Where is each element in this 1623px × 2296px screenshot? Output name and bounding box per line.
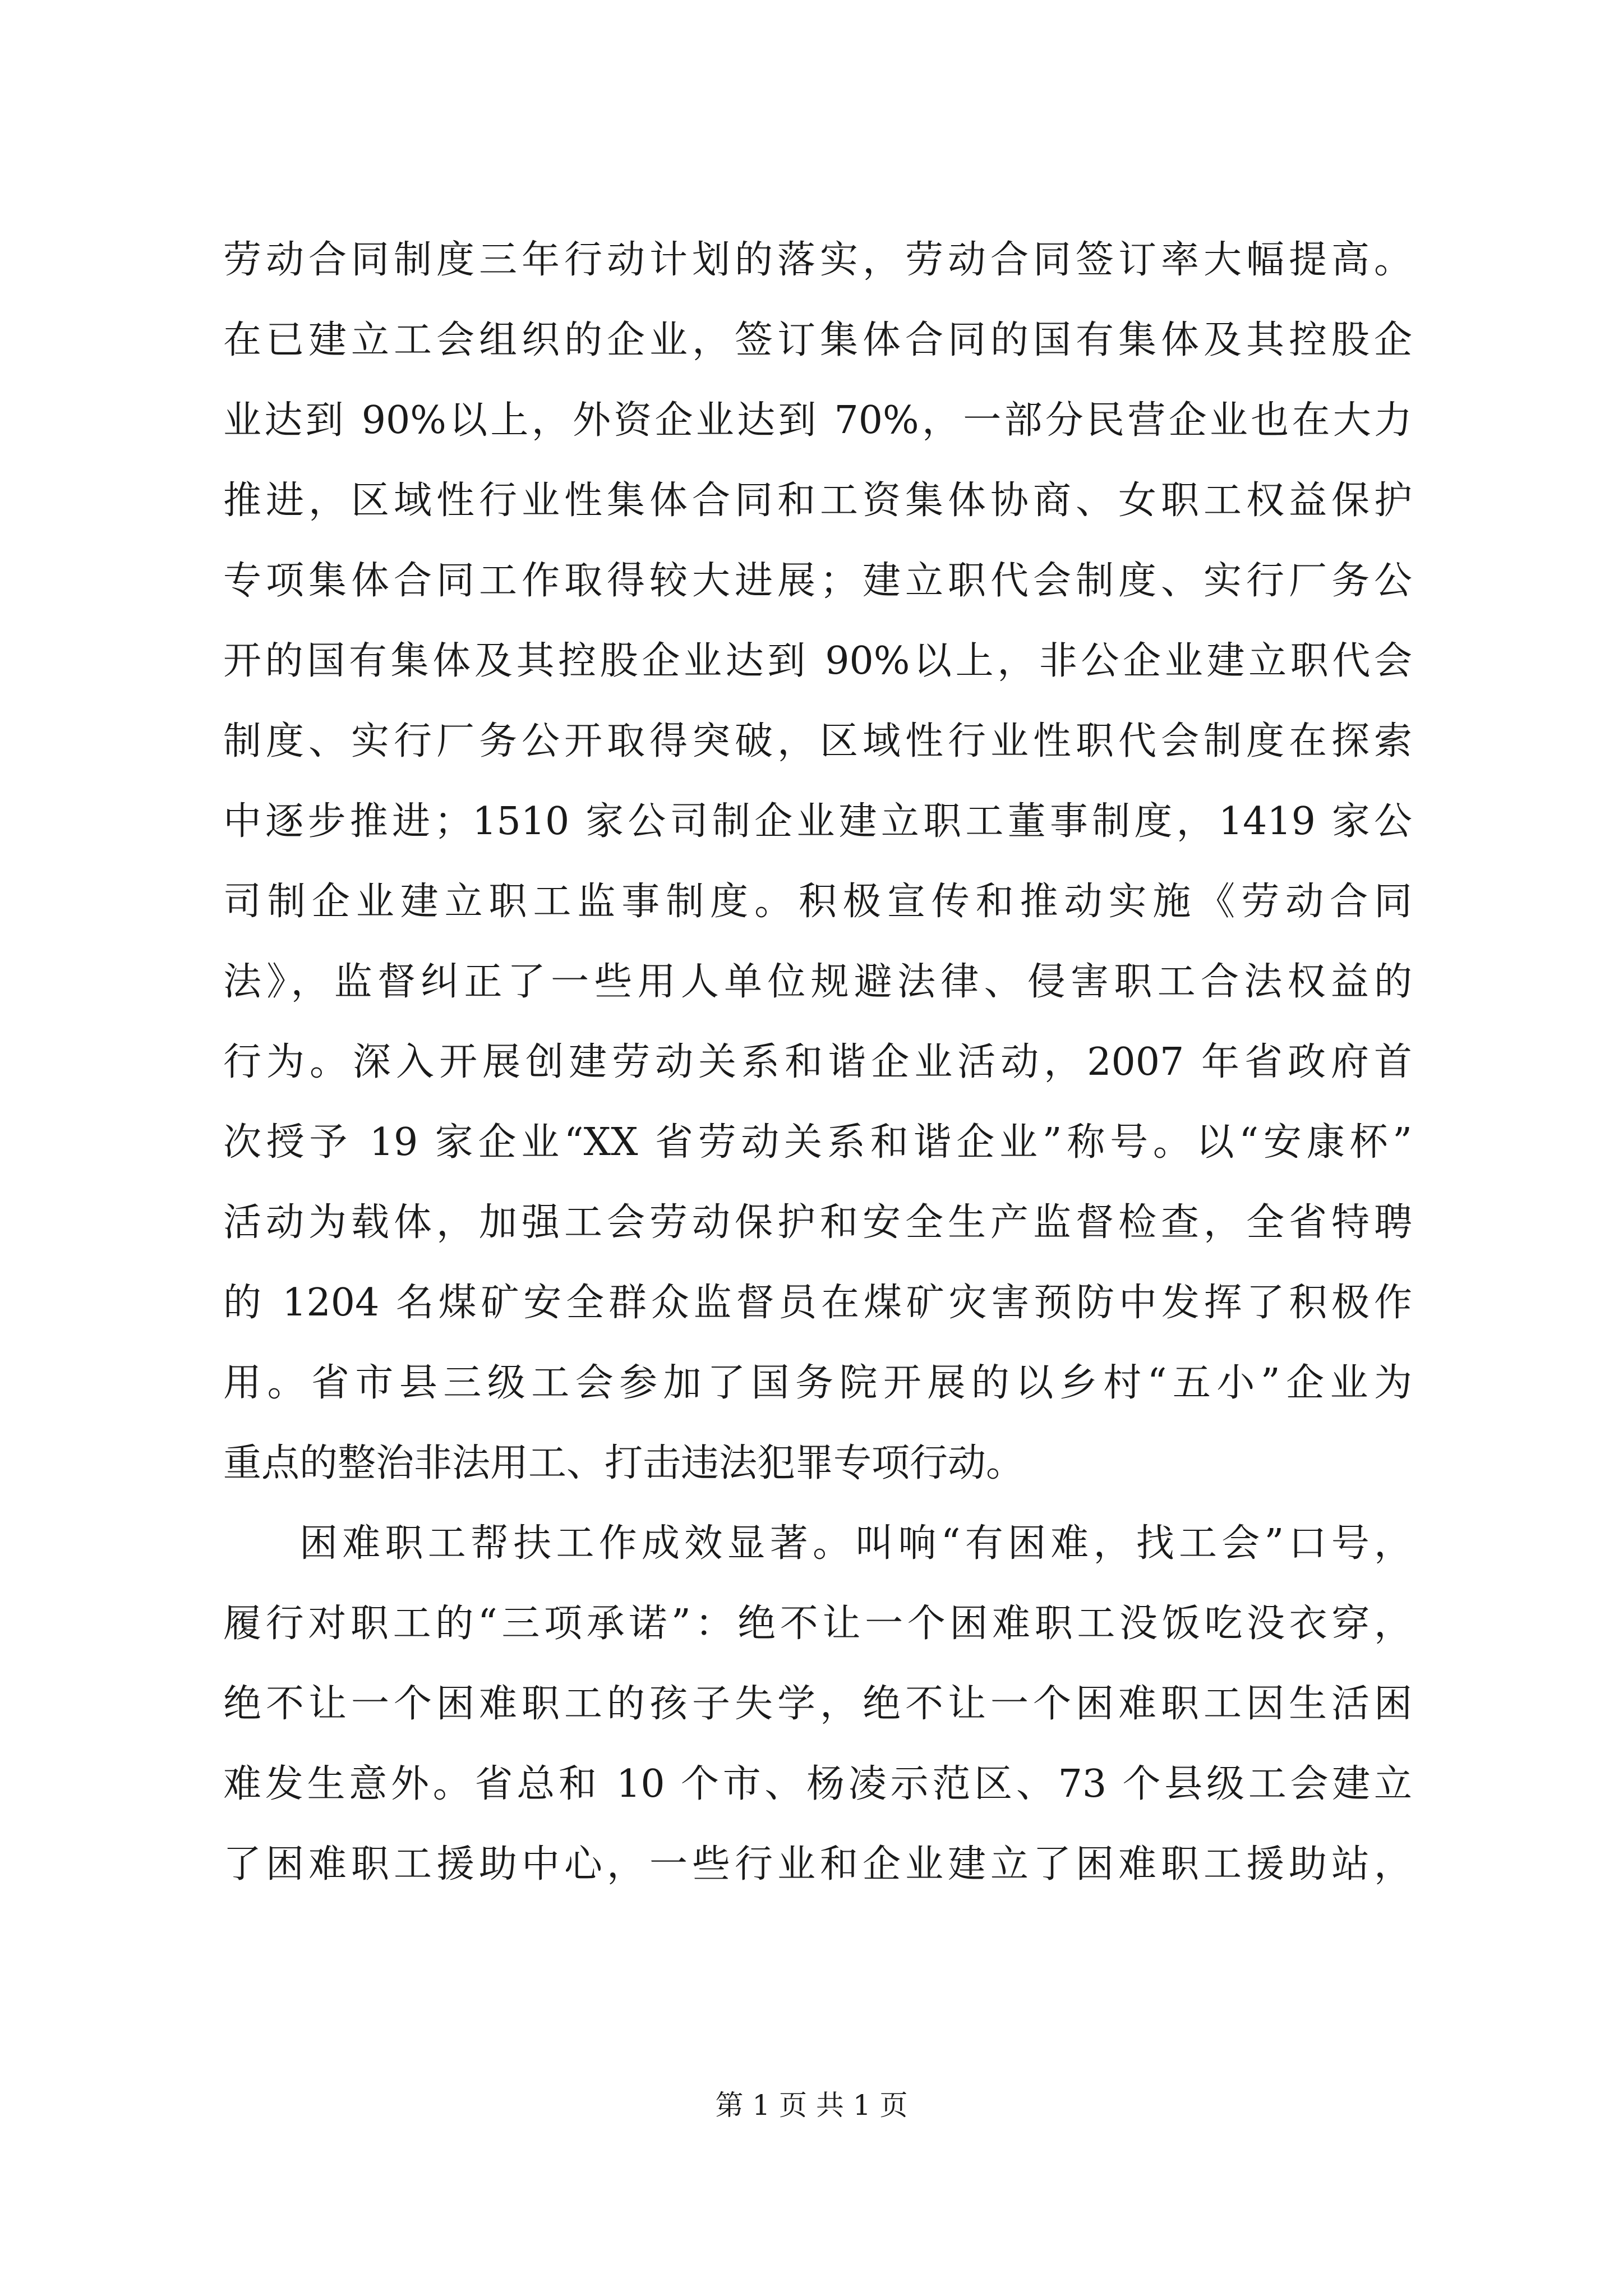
text-line: 中逐步推进；1510 家公司制企业建立职工董事制度，1419 家公 — [223, 799, 1412, 844]
text-line: 劳动合同制度三年行动计划的落实，劳动合同签订率大幅提高。 — [223, 238, 1412, 282]
text-line: 专项集体合同工作取得较大进展；建立职代会制度、实行厂务公 — [223, 559, 1412, 603]
text-line: 法》，监督纠正了一些用人单位规避法律、侵害职工合法权益的 — [223, 960, 1412, 1004]
text-line: 开的国有集体及其控股企业达到 90%以上，非公企业建立职代会 — [223, 639, 1412, 683]
text-line: 难发生意外。省总和 10 个市、杨凌示范区、73 个县级工会建立 — [223, 1762, 1412, 1806]
text-line: 推进，区域性行业性集体合同和工资集体协商、女职工权益保护 — [223, 478, 1412, 523]
document-body — [223, 220, 1412, 1904]
text-line: 在已建立工会组织的企业，签订集体合同的国有集体及其控股企 — [223, 318, 1412, 362]
text-line-paragraph-start: 困难职工帮扶工作成效显著。叫响“有困难，找工会”口号， — [299, 1521, 1412, 1566]
text-line: 次授予 19 家企业“XX 省劳动关系和谐企业”称号。以“安康杯” — [223, 1120, 1412, 1165]
text-line: 绝不让一个困难职工的孩子失学，绝不让一个困难职工因生活困 — [223, 1682, 1412, 1726]
text-line: 业达到 90%以上，外资企业达到 70%，一部分民营企业也在大力 — [223, 398, 1412, 443]
text-line: 的 1204 名煤矿安全群众监督员在煤矿灾害预防中发挥了积极作 — [223, 1281, 1412, 1325]
text-line: 履行对职工的“三项承诺”：绝不让一个困难职工没饭吃没衣穿， — [223, 1602, 1412, 1646]
text-line: 行为。深入开展创建劳动关系和谐企业活动，2007 年省政府首 — [223, 1040, 1412, 1084]
text-line: 了困难职工援助中心，一些行业和企业建立了困难职工援助站， — [223, 1842, 1412, 1887]
text-line: 用。省市县三级工会参加了国务院开展的以乡村“五小”企业为 — [223, 1361, 1412, 1405]
page-number-footer: 第 1 页 共 1 页 — [715, 2089, 908, 2122]
text-line-paragraph-end: 重点的整治非法用工、打击违法犯罪专项行动。 — [223, 1441, 1025, 1485]
text-line: 制度、实行厂务公开取得突破，区域性行业性职代会制度在探索 — [223, 719, 1412, 763]
text-line: 活动为载体，加强工会劳动保护和安全生产监督检查，全省特聘 — [223, 1200, 1412, 1245]
text-line: 司制企业建立职工监事制度。积极宣传和推动实施《劳动合同 — [223, 880, 1412, 924]
